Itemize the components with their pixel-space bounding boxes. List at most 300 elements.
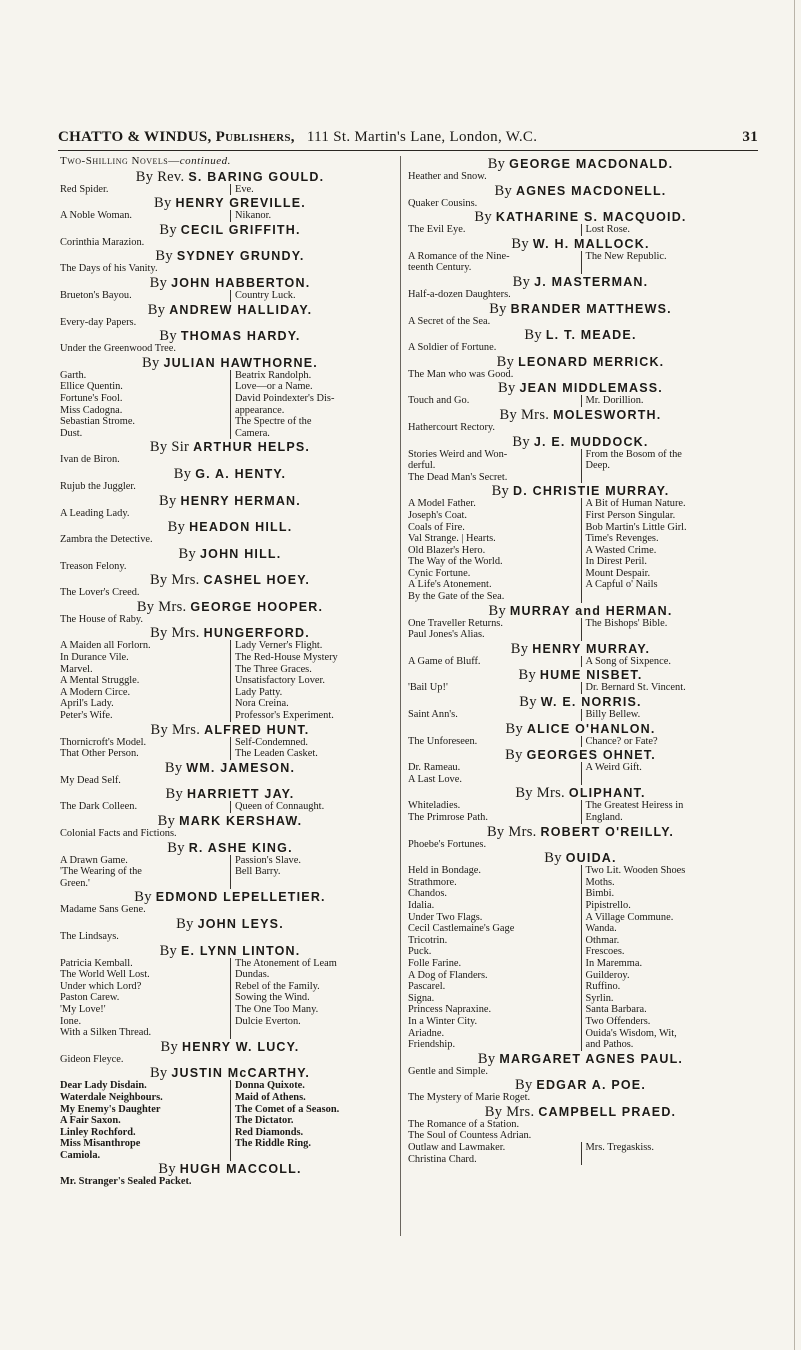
book-title: A Drawn Game.: [60, 854, 128, 866]
author-entry: [60, 1040, 400, 1066]
book-title: Love—or a Name.: [230, 381, 400, 393]
author-entry: [408, 1105, 753, 1165]
title-row: [60, 878, 400, 890]
title-row: [408, 774, 753, 786]
title-row: [408, 460, 753, 472]
title-row: [408, 510, 753, 522]
book-title: Deep.: [581, 460, 754, 472]
author-name: By MARGARET AGNES PAUL.: [477, 1050, 684, 1067]
author-entry: [408, 786, 753, 823]
book-title: [581, 1154, 754, 1166]
title-row: [60, 405, 400, 417]
book-title: Miss Cadogna.: [60, 404, 123, 416]
book-title: Two Offenders.: [581, 1016, 754, 1028]
book-title: The Dead Man's Secret.: [408, 471, 508, 483]
author-name: By MURRAY and HERMAN.: [488, 602, 673, 619]
book-title: Beatrix Randolph.: [230, 370, 400, 382]
book-title: By the Gate of the Sea.: [408, 591, 505, 603]
book-title: 'The Wearing of the: [60, 866, 142, 878]
author-name: By W. H. MALLOCK.: [511, 235, 650, 252]
title-row: [60, 664, 400, 676]
title-row: [60, 1115, 400, 1127]
book-title: [230, 1150, 400, 1162]
author-name: By Mrs. HUNGERFORD.: [150, 625, 310, 642]
book-title: The Dictator.: [230, 1115, 400, 1127]
book-title: Under the Greenwood Tree.: [60, 343, 177, 355]
title-row: [60, 1104, 400, 1116]
author-entry: [60, 170, 400, 196]
title-row: [60, 1027, 400, 1039]
title-row: [60, 381, 400, 393]
book-title: A Game of Bluff.: [408, 655, 481, 667]
book-title: Dust.: [60, 427, 83, 439]
book-title: Colonial Facts and Fictions.: [60, 828, 177, 839]
book-title: Puck.: [408, 946, 432, 958]
book-title: From the Bosom of the: [581, 449, 754, 461]
book-title: A Song of Sixpence.: [581, 656, 754, 668]
title-row: [60, 958, 400, 970]
book-title: The Red-House Mystery: [230, 652, 400, 664]
book-title: The Primrose Path.: [408, 812, 488, 823]
author-entry: [408, 435, 753, 484]
author-entry: [60, 547, 400, 573]
title-row: [60, 1004, 400, 1016]
author-entry: [60, 356, 400, 440]
book-title: Nora Creina.: [230, 698, 400, 710]
book-title: 'My Love!': [60, 1003, 106, 1015]
title-row: [60, 1150, 400, 1162]
title-row: [60, 969, 400, 981]
author-entry: [60, 223, 400, 249]
title-row: [60, 992, 400, 1004]
book-title: Donna Quixote.: [230, 1080, 400, 1092]
book-title: Madame Sans Gene.: [60, 904, 146, 916]
title-row: [60, 1016, 400, 1028]
author-name: By Mrs. MOLESWORTH.: [499, 406, 662, 423]
book-title: The Lindsays.: [60, 930, 119, 942]
book-title: In Direst Peril.: [581, 556, 754, 568]
column-divider: [400, 156, 401, 1236]
book-title: [230, 878, 400, 890]
book-title: Ariadne.: [408, 1027, 445, 1039]
page-edge-line: [794, 0, 795, 1350]
book-title: A Life's Atonement.: [408, 579, 492, 591]
book-title: 'Bail Up!': [408, 682, 448, 694]
right-entries: [408, 157, 753, 1165]
book-title: [581, 472, 754, 484]
book-title: Dr. Rameau.: [408, 762, 461, 774]
book-title: Whiteladies.: [408, 800, 461, 812]
book-title: Time's Revenges.: [581, 533, 754, 545]
book-title: Held in Bondage.: [408, 865, 482, 877]
book-title: [581, 629, 754, 641]
book-title: Nikanor.: [230, 210, 400, 222]
book-title: Bob Martin's Little Girl.: [581, 522, 754, 534]
book-title: The World Well Lost.: [60, 969, 150, 981]
title-row: [60, 428, 400, 440]
author-name: By Rev. S. BARING GOULD.: [135, 168, 325, 185]
title-row: [60, 855, 400, 867]
book-title: Frescoes.: [581, 946, 754, 958]
author-entry: [408, 157, 753, 183]
book-title: Phoebe's Fortunes.: [408, 838, 487, 850]
book-title: Joseph's Coat.: [408, 509, 468, 521]
book-title: teenth Century.: [408, 262, 472, 274]
book-title: Pipistrello.: [581, 900, 754, 912]
book-title: Rujub the Juggler.: [60, 480, 136, 492]
author-name: By GEORGES OHNET.: [505, 747, 656, 764]
title-row: [408, 629, 753, 641]
author-name: By THOMAS HARDY.: [159, 328, 301, 345]
book-title: Patricia Kemball.: [60, 957, 133, 969]
book-title: Camiola.: [60, 1149, 101, 1161]
title-row: [60, 1127, 400, 1139]
title-row: [408, 395, 753, 407]
author-name: By CECIL GRIFFITH.: [159, 221, 301, 238]
section-heading: Two-Shilling Novels—continued.: [60, 155, 231, 167]
book-title: The New Republic.: [581, 251, 754, 263]
book-title: Cynic Fortune.: [408, 567, 471, 579]
book-title: The Days of his Vanity.: [60, 263, 158, 275]
book-title: Christina Chard.: [408, 1153, 477, 1165]
title-row: [408, 579, 753, 591]
book-title: Sowing the Wind.: [230, 992, 400, 1004]
title-row: [408, 498, 753, 510]
left-column: [60, 156, 400, 1188]
book-title: Lady Patty.: [230, 687, 400, 699]
author-entry: [60, 1066, 400, 1161]
author-entry: [408, 851, 753, 1051]
book-title: Mr. Dorillion.: [581, 395, 754, 407]
title-row: [408, 1154, 753, 1166]
title-row: [60, 981, 400, 993]
book-title: Ivan de Biron.: [60, 454, 120, 466]
author-entry: [60, 917, 400, 943]
title-row: [60, 416, 400, 428]
book-title: Zambra the Detective.: [60, 534, 153, 546]
book-title: Ellice Quentin.: [60, 381, 123, 393]
book-title: A Romance of the Nine-: [408, 250, 510, 262]
book-title: The Man who was Good.: [408, 368, 514, 380]
book-title: A Bit of Human Nature.: [581, 498, 754, 510]
title-row: [408, 958, 753, 970]
book-title: The Unforeseen.: [408, 735, 478, 747]
book-title: Touch and Go.: [408, 395, 470, 407]
author-entry: [408, 484, 753, 602]
book-title: Moths.: [581, 877, 754, 889]
book-title: Dear Lady Disdain.: [60, 1080, 147, 1092]
book-title: Eve.: [230, 184, 400, 196]
book-title: A Fair Saxon.: [60, 1115, 121, 1127]
book-title: The One Too Many.: [230, 1004, 400, 1016]
author-name: By JULIAN HAWTHORNE.: [142, 354, 318, 371]
book-title: Paston Carew.: [60, 992, 120, 1004]
publisher-name: CHATTO & WINDUS, Publishers,: [58, 129, 295, 145]
book-title: Folle Farine.: [408, 957, 462, 969]
title-row: [408, 656, 753, 668]
author-entry: [60, 814, 400, 840]
book-title: The Evil Eye.: [408, 224, 466, 236]
title-row: [408, 591, 753, 603]
book-title: Pascarel.: [408, 981, 446, 993]
author-name: By L. T. MEADE.: [524, 327, 637, 344]
book-title: The House of Raby.: [60, 613, 144, 625]
title-row: [408, 970, 753, 982]
book-title: The Three Graces.: [230, 664, 400, 676]
book-title: The Dark Colleen.: [60, 801, 138, 813]
author-entry: [408, 408, 753, 434]
author-name: By HENRY W. LUCY.: [160, 1038, 300, 1055]
book-title: Cecil Castlemaine's Gage: [408, 923, 515, 935]
title-row: [408, 1028, 753, 1040]
author-entry: [60, 494, 400, 520]
title-row: [60, 801, 400, 813]
book-title: The Spectre of the: [230, 416, 400, 428]
author-entry: [408, 1052, 753, 1078]
book-title: Fortune's Fool.: [60, 392, 123, 404]
book-title: The Romance of a Station.: [408, 1118, 520, 1130]
book-title: Queen of Connaught.: [230, 801, 400, 813]
title-row: [60, 1138, 400, 1150]
title-row: [408, 1142, 753, 1154]
author-name: By J. MASTERMAN.: [512, 273, 649, 290]
book-title: Green.': [60, 877, 90, 889]
book-title: A Capful o' Nails: [581, 579, 754, 591]
book-title: The Comet of a Season.: [230, 1104, 400, 1116]
book-title: The Atonement of Leam: [230, 958, 400, 970]
title-row: [408, 900, 753, 912]
book-title: Signa.: [408, 992, 435, 1004]
book-title: A Maiden all Forlorn.: [60, 640, 151, 652]
book-title: Dulcie Everton.: [230, 1016, 400, 1028]
book-title: Bell Barry.: [230, 866, 400, 878]
book-title: Every-day Papers.: [60, 316, 137, 328]
book-title: Outlaw and Lawmaker.: [408, 1142, 506, 1154]
book-title: Gideon Fleyce.: [60, 1053, 124, 1065]
book-title: Dr. Bernard St. Vincent.: [581, 682, 754, 694]
book-title: Strathmore.: [408, 876, 457, 888]
book-title: My Dead Self.: [60, 774, 121, 786]
book-title: A Secret of the Sea.: [408, 315, 491, 327]
author-name: By HUME NISBET.: [518, 667, 643, 684]
left-entries: [60, 170, 400, 1188]
title-row: [408, 1004, 753, 1016]
title-row: [408, 251, 753, 263]
book-title: derful.: [408, 460, 436, 472]
book-title: Rebel of the Family.: [230, 981, 400, 993]
title-row: [408, 912, 753, 924]
book-title: Val Strange. | Hearts.: [408, 533, 496, 545]
title-row: [408, 762, 753, 774]
book-title: A Modern Circe.: [60, 686, 131, 698]
title-row: [408, 682, 753, 694]
book-title: A Wasted Crime.: [581, 545, 754, 557]
author-name: By Mrs. CAMPBELL PRAED.: [484, 1103, 677, 1120]
author-name: By HENRY MURRAY.: [510, 640, 651, 657]
author-entry: [60, 600, 400, 626]
book-title: Half-a-dozen Daughters.: [408, 288, 511, 300]
book-title: Hathercourt Rectory.: [408, 421, 496, 433]
book-title: A Last Love.: [408, 773, 462, 785]
book-title: Billy Bellew.: [581, 709, 754, 721]
title-row: [408, 736, 753, 748]
title-row: [60, 698, 400, 710]
author-entry: [60, 841, 400, 890]
author-entry: [60, 440, 400, 466]
book-title: Idalia.: [408, 899, 435, 911]
author-entry: [408, 668, 753, 694]
author-name: By JOHN HILL.: [178, 545, 282, 562]
book-title: The Lover's Creed.: [60, 587, 140, 599]
title-row: [408, 877, 753, 889]
author-entry: [60, 520, 400, 546]
author-name: By LEONARD MERRICK.: [496, 353, 665, 370]
title-row: [408, 1016, 753, 1028]
book-title: and Pathos.: [581, 1039, 754, 1051]
author-name: By WM. JAMESON.: [164, 759, 296, 776]
title-row: [60, 640, 400, 652]
book-title: Under Two Flags.: [408, 911, 483, 923]
title-row: [60, 652, 400, 664]
author-entry: [408, 1078, 753, 1104]
book-title: Saint Ann's.: [408, 709, 458, 721]
book-title: A Soldier of Fortune.: [408, 342, 497, 354]
title-row: [408, 1039, 753, 1051]
author-entry: [60, 303, 400, 329]
title-row: [408, 545, 753, 557]
title-row: [408, 923, 753, 935]
book-title: The Mystery of Marie Roget.: [408, 1092, 531, 1104]
author-name: By JOHN LEYS.: [176, 915, 284, 932]
author-name: By ANDREW HALLIDAY.: [147, 301, 313, 318]
author-name: By Mrs. OLIPHANT.: [515, 785, 646, 802]
book-title: Peter's Wife.: [60, 710, 113, 722]
book-title: With a Silken Thread.: [60, 1027, 152, 1039]
book-title: My Enemy's Daughter: [60, 1103, 161, 1115]
title-row: [408, 472, 753, 484]
book-title: Passion's Slave.: [230, 855, 400, 867]
author-name: By R. ASHE KING.: [167, 839, 293, 856]
book-title: Marvel.: [60, 663, 93, 675]
book-title: Miss Misanthrope: [60, 1138, 141, 1150]
book-title: The Leaden Casket.: [230, 748, 400, 760]
title-row: [60, 184, 400, 196]
book-title: Professor's Experiment.: [230, 710, 400, 722]
author-entry: [60, 890, 400, 916]
author-name: By Mrs. GEORGE HOOPER.: [136, 598, 324, 615]
book-title: Mrs. Tregaskiss.: [581, 1142, 754, 1154]
author-name: By KATHARINE S. MACQUOID.: [474, 209, 687, 226]
book-title: A Village Commune.: [581, 912, 754, 924]
book-title: A Mental Struggle.: [60, 675, 140, 687]
title-row: [60, 748, 400, 760]
author-name: By HENRY HERMAN.: [159, 492, 301, 509]
author-entry: [408, 825, 753, 851]
author-entry: [408, 722, 753, 748]
book-title: Sebastian Strome.: [60, 416, 136, 428]
book-title: Brueton's Bayou.: [60, 289, 132, 301]
book-title: [230, 1027, 400, 1039]
book-title: Treason Felony.: [60, 560, 127, 572]
book-title: [581, 774, 754, 786]
book-title: One Traveller Returns.: [408, 617, 503, 629]
author-name: By G. A. HENTY.: [173, 465, 287, 482]
book-title: David Poindexter's Dis-: [230, 393, 400, 405]
book-title: April's Lady.: [60, 698, 114, 710]
title-row: [408, 618, 753, 630]
book-title: Mr. Stranger's Sealed Packet.: [60, 1176, 192, 1188]
author-entry: [60, 761, 400, 787]
book-title: Red Spider.: [60, 183, 109, 195]
title-row: [408, 262, 753, 274]
book-title: The Riddle Ring.: [230, 1138, 400, 1150]
book-title: Lost Rose.: [581, 224, 754, 236]
title-row: [408, 812, 753, 824]
author-name: By EDMOND LEPELLETIER.: [134, 889, 326, 906]
title-row: [408, 522, 753, 534]
book-title: Friendship.: [408, 1039, 456, 1051]
book-title: Santa Barbara.: [581, 1004, 754, 1016]
book-title: Thornicroft's Model.: [60, 736, 147, 748]
title-row: [60, 370, 400, 382]
title-row: [408, 449, 753, 461]
book-title: Tricotrin.: [408, 934, 448, 946]
book-title: In a Winter City.: [408, 1015, 478, 1027]
book-title: Self-Condemned.: [230, 737, 400, 749]
author-entry: [60, 626, 400, 721]
author-name: By JOHN HABBERTON.: [149, 274, 311, 291]
book-title: A Noble Woman.: [60, 210, 132, 222]
author-name: By HARRIETT JAY.: [165, 786, 295, 803]
book-title: A Model Father.: [408, 498, 476, 510]
book-title: First Person Singular.: [581, 510, 754, 522]
author-entry: [60, 276, 400, 302]
book-title: [581, 262, 754, 274]
book-title: In Maremma.: [581, 958, 754, 970]
title-row: [408, 709, 753, 721]
book-title: Dundas.: [230, 969, 400, 981]
title-row: [408, 981, 753, 993]
author-entry: [408, 604, 753, 641]
author-entry: [408, 275, 753, 301]
author-entry: [408, 302, 753, 328]
section-continued: continued.: [179, 155, 231, 167]
author-entry: [60, 723, 400, 760]
author-name: By JUSTIN McCARTHY.: [149, 1065, 311, 1082]
title-row: [60, 737, 400, 749]
running-header: [58, 129, 758, 149]
title-row: [60, 710, 400, 722]
author-entry: [408, 328, 753, 354]
author-name: By GEORGE MACDONALD.: [487, 156, 674, 172]
book-title: Coals of Fire.: [408, 521, 465, 533]
title-row: [60, 290, 400, 302]
author-name: By Mrs. ROBERT O'REILLY.: [486, 823, 675, 840]
title-row: [60, 1080, 400, 1092]
book-title: Unsatisfactory Lover.: [230, 675, 400, 687]
author-name: By BRANDER MATTHEWS.: [489, 300, 672, 317]
book-title: Garth.: [60, 369, 87, 381]
book-title: Two Lit. Wooden Shoes: [581, 865, 754, 877]
book-title: Corinthia Marazion.: [60, 236, 145, 248]
author-name: By Sir ARTHUR HELPS.: [149, 439, 311, 456]
author-entry: [60, 467, 400, 493]
author-name: By MARK KERSHAW.: [157, 813, 303, 829]
author-name: By W. E. NORRIS.: [519, 694, 642, 711]
book-title: A Leading Lady.: [60, 507, 130, 519]
author-name: By Mrs. CASHEL HOEY.: [149, 572, 311, 589]
title-row: [408, 888, 753, 900]
